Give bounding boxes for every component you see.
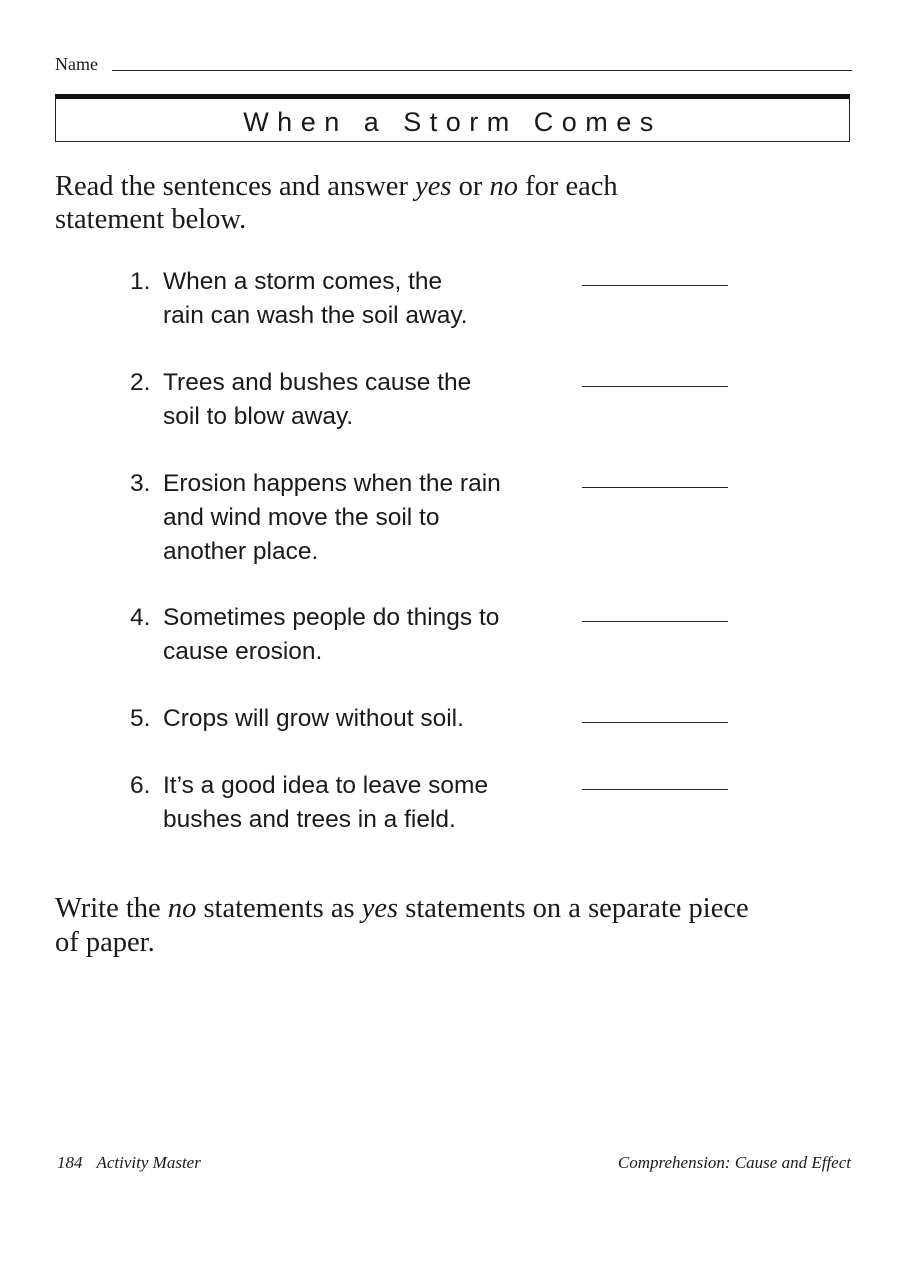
instructions-text: Read the sentences and answer — [55, 171, 416, 202]
question-number: 3. — [130, 470, 151, 497]
instructions-yes: yes — [415, 171, 452, 202]
footer-left-label: Activity Master — [96, 1153, 201, 1172]
question-number: 1. — [130, 268, 151, 295]
question-line: Sometimes people do things to — [163, 604, 500, 631]
closing-no: no — [167, 893, 197, 924]
question-line: and wind move the soil to — [163, 504, 440, 531]
question-line: cause erosion. — [163, 638, 323, 665]
instructions-text-end: for each statement below. — [55, 171, 618, 235]
question-text — [163, 366, 553, 434]
answer-line[interactable] — [582, 487, 728, 488]
name-label: Name — [55, 54, 98, 74]
instructions-no: no — [489, 171, 518, 202]
page-title: When a Storm Comes — [243, 107, 662, 137]
footer-left — [57, 1153, 201, 1173]
answer-line[interactable] — [582, 621, 728, 622]
closing-yes: yes — [361, 893, 399, 924]
closing-text-end: statements on a separate piece of paper. — [55, 893, 749, 958]
question-text — [163, 601, 553, 669]
instructions-or: or — [451, 171, 490, 202]
question-line: Crops will grow without soil. — [163, 705, 464, 732]
answer-line[interactable] — [582, 285, 728, 286]
closing-instructions — [55, 892, 775, 960]
question-text — [163, 265, 553, 333]
question-text — [163, 467, 553, 569]
question-line: another place. — [163, 538, 319, 565]
footer-right-label: Comprehension: Cause and Effect — [617, 1153, 851, 1172]
title-box — [55, 94, 850, 142]
question-line: rain can wash the soil away. — [163, 302, 468, 329]
question-text — [163, 769, 553, 837]
question-line: soil to blow away. — [163, 403, 354, 430]
name-write-line — [112, 70, 852, 71]
question-number: 5. — [130, 705, 151, 732]
page-number: 184 — [57, 1153, 83, 1172]
answer-line[interactable] — [582, 386, 728, 387]
question-number: 4. — [130, 604, 151, 631]
question-line: bushes and trees in a field. — [163, 806, 456, 833]
question-line: When a storm comes, the — [163, 268, 443, 295]
question-line: It’s a good idea to leave some — [163, 772, 489, 799]
closing-text-mid: statements as — [196, 893, 362, 924]
question-line: Erosion happens when the rain — [163, 470, 501, 497]
question-line: Trees and bushes cause the — [163, 369, 472, 396]
answer-line[interactable] — [582, 789, 728, 790]
question-number: 2. — [130, 369, 151, 396]
name-field-row — [55, 52, 852, 74]
question-text — [163, 702, 553, 736]
closing-text: Write the — [55, 893, 168, 924]
question-number: 6. — [130, 772, 151, 799]
instructions — [55, 170, 695, 236]
answer-line[interactable] — [582, 722, 728, 723]
